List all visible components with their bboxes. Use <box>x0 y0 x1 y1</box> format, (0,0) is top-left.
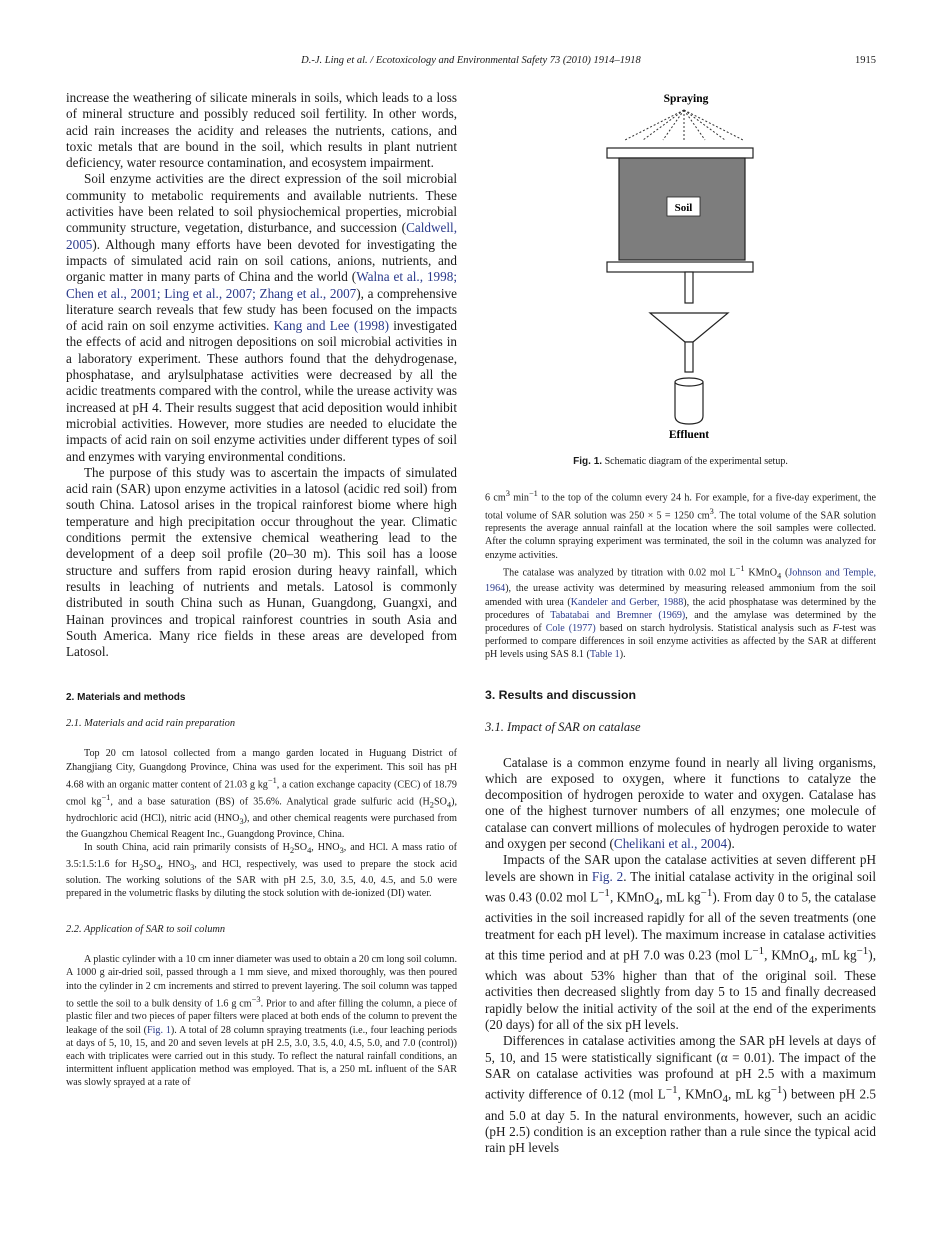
paragraph-soil-collection: Top 20 cm latosol collected from a mango garden located in Huguang District of Zhangjiang City, Guangdong Province, China was used for the experiment. This soil has pH 4.68 with an organic matter content of 21.03 g $kg^{-1}$, a cation exchange capacity (CEC) of 18.79 cmol $kg^{-1}$, and a base saturation (BS) of 35.6%. Analytical grade sulfuric acid $(H_2SO_4)$, hydrochloric acid (HCl), nitric acid $(HNO_3)$, and other chemical reagents were purchased from the Guangzhou Chemical Reagent Inc., Guangdong Province, China. <box>66 748 457 841</box>
paragraph-enzyme-analysis: The catalase was analyzed by titration with 0.02 mol $L^{-1}$ KMnO$_4$ (Johnson and Temple, 1964), the urease activity was determined by measuring released ammonium from the soil amended with urea (Kandeler and Gerber, 1988), the acid phosphatase was determined by the procedures of Tabatabai and Bremner (1969), and the amylase was determined by the procedures of Cole (1977) based on starch hydrolysis. Statistical analysis such as F-test was performed to compare differences in soil enzyme activities as affected by the SAR at different pH levels using SAS 8.1 (Table 1). <box>485 563 876 661</box>
label-spraying: Spraying <box>663 93 709 105</box>
ref-johnson-temple[interactable]: Johnson and Temple, 1964 <box>485 567 876 595</box>
ref-cole[interactable]: Cole (1977) <box>545 622 596 634</box>
paragraph-catalase-impacts: Impacts of the SAR upon the catalase activities at seven different pH levels are shown in Fig. 2. The initial catalase activity in the original soil was 0.43 (0.02 mol $L^{-1}$, KMnO$_4$, mL $kg^{-1}$). From day 0 to 5, the catalase activities in the soil increased rapidly for all of the seven treatments (one treatment for each pH level). The maximum increase in catalase activities at this time period and at pH 7.0 was 0.23 (mol $L^{-1}$, KMnO$_4$, mL $kg^{-1}$), which was about 53% higher than that of the original soil. These activities then decreased slightly from day 5 to 15 and finally decreased rapidly below the initial activity of the soil at the end of the experiments (20 days) for all of the six pH levels. <box>485 852 877 1033</box>
subsection-heading-2-1: 2.1. Materials and acid rain preparation <box>66 718 236 730</box>
funnel <box>650 313 728 342</box>
paragraph-spray-rate: 6 $cm^3$ $\min^{-1}$ to the top of the column every 24 h. For example, for a five-day experiment, the total volume of SAR solution was 250 × 5 = 1250 $cm^3$. The total volume of the SAR solution represents the average annual rainfall at the location where the soil samples were collected. After the column spraying experiment was terminated, the soil in the column was analyzed for enzyme activities. <box>485 489 877 561</box>
subsection-heading-2-2: 2.2. Application of SAR to soil column <box>66 924 226 936</box>
right-column <box>485 90 876 1156</box>
ref-fig-1[interactable]: Fig. 1 <box>146 1024 171 1036</box>
ref-tabatabai-bremner[interactable]: Tabatabai and Bremner (1969) <box>550 609 686 621</box>
paragraph-weathering: increase the weathering of silicate minerals in soils, which leads to a loss of mineral structure and possibly reduced soil fertility. In other words, acid rain increases the acidity and releases the nutrients, cations, and toxic metals that are bound in the soil, which results in plant nutrient deficiency, water resource contamination, and ecosystem impairment. <box>66 90 457 171</box>
section-heading-results: 3. Results and discussion <box>485 687 637 702</box>
page-number: 1915 <box>855 55 876 66</box>
ref-fig-2[interactable]: Fig. 2 <box>591 868 624 884</box>
paragraph-acid-rain-composition: In south China, acid rain primarily consists of $H_2SO_4$, $HNO_3$, and HCl. A mass ratio of 3.5:1.5:1.6 for $H_2SO_4$, $HNO_3$, and HCl, respectively, was used to prepare the stock acid solution. The working solutions of the SAR with pH 2.5, 3.0, 3.5, 4.0, 4.5, and 5.0 were prepared in the volumetric flasks by diluting the stock solution with de-ionized (DI) water. <box>66 842 457 899</box>
paragraph-purpose: The purpose of this study was to ascertain the impacts of simulated acid rain (SAR) upon enzyme activities in a latosol (acidic red soil) from south China. Latosol arises in the tropical rainforest biome where high temperature and high precipitation occur throughout the year. Climatic conditions permit the extensive chemical weathering lead to the development of a deep soil profile (20–30 m). This soil has a loose structure and suffers from rapid erosion during heavy rainfall, which results in leaching of nutrients and metals. Latosol is commonly distributed in south China such as Hunan, Guangdong, Guangxi, and Hainan provinces and tropical rainforest countries in south Asia and South America. Many rice fields in these areas are developed from Latosol. <box>66 464 457 660</box>
paragraph-catalase-intro: Catalase is a common enzyme found in nearly all living organisms, which are exposed to oxygen, where it functions to catalyze the decomposition of hydrogen peroxide to water and oxygen. Catalase has one of the highest turnover numbers of all enzymes; one molecule of catalase can convert millions of molecules of hydrogen peroxide to water and oxygen per second (Chelikani et al., 2004). <box>485 754 876 852</box>
section-heading-materials: 2. Materials and methods <box>66 692 186 704</box>
running-header <box>66 55 876 71</box>
top-filter-plate <box>607 148 753 158</box>
ref-chelikani[interactable]: Chelikani et al., 2004 <box>613 836 728 852</box>
spray-lines <box>625 110 743 140</box>
funnel-stem <box>685 342 693 372</box>
effluent-collector <box>675 383 703 424</box>
figure-1 <box>485 90 876 470</box>
label-effluent: Effluent <box>668 429 710 441</box>
ref-caldwell[interactable]: Caldwell, 2005 <box>66 220 457 252</box>
ref-table-1[interactable]: Table 1 <box>589 649 620 661</box>
figure-caption: Fig. 1. Schematic diagram of the experimental setup. <box>573 456 788 467</box>
paragraph-catalase-differences: Differences in catalase activities among the SAR pH levels at days of 5, 10, and 15 were statistically significant (α = 0.01). The impact of the SAR on catalase activities was profound at pH 2.5 with a maximum activity difference of 0.12 (mol $L^{-1}$, KMnO$_4$, mL $kg^{-1}$) between pH 2.5 and 5.0 at day 5. In the natural environments, however, such an acidic (pH 2.5) condition is an exception rather than a rule since the typical acid rain pH levels <box>485 1033 877 1156</box>
subsection-heading-3-1: 3.1. Impact of SAR on catalase <box>485 719 641 734</box>
running-title: D.-J. Ling et al. / Ecotoxicology and Environmental Safety 73 (2010) 1914–1918 <box>301 55 641 66</box>
left-column <box>66 90 457 1090</box>
ref-walna-chen-ling-zhang[interactable]: Walna et al., 1998; Chen et al., 2001; Ling et al., 2007; Zhang et al., 2007 <box>66 269 457 301</box>
label-soil: Soil <box>674 202 693 214</box>
paragraph-enzyme-activities: Soil enzyme activities are the direct expression of the soil microbial community to metabolic requirements and available nutrients. These activities have been related to soil physiochemical properties, microbial community structure, vegetation, disturbance, and succession (Caldwell, 2005). Although many efforts have been devoted for investigating the impacts of simulated acid rain on soil cations, anions, nutrients, and organic matter in many parts of China and the world (Walna et al., 1998; Chen et al., 2001; Ling et al., 2007; Zhang et al., 2007), a comprehensive literature search reveals that few study has been focused on the impacts of acid rain on soil enzyme activities. Kang and Lee (1998) investigated the effects of acid and nitrogen depositions on soil microbial activities in a laboratory experiment. These authors found that the dehydrogenase, phosphatase, and arylsulphatase activities were decreased by all the acidic treatments compared with the control, while the urease activity was increased at pH 4. Their results suggest that acid deposition would inhibit microbial activities. However, more studies are needed to elucidate the impacts of acid rain on soil enzyme activities under different types of soil and enzymes with varying environmental conditions. <box>66 171 457 464</box>
ref-kang-lee[interactable]: Kang and Lee (1998) <box>273 318 389 334</box>
bottom-filter-plate <box>607 262 753 272</box>
experimental-setup-diagram <box>485 90 876 450</box>
outlet-tube <box>685 272 693 303</box>
ref-kandeler-gerber[interactable]: Kandeler and Gerber, 1988 <box>570 596 684 608</box>
paragraph-soil-column: A plastic cylinder with a 10 cm inner diameter was used to obtain a 20 cm long soil column. A 1000 g air-dried soil, passed through a 1 mm sieve, and mixed thoroughly, was then poured into the cylinder in 2 cm increments and stirred to prevent layering. The soil column was tapped to settle the soil to a bulk density of 1.6 g $cm^{-3}$. Prior to and after filling the column, a piece of plastic filer and two pieces of paper filters were placed at both ends of the column to prevent the leakage of the soil (Fig. 1). A total of 28 column spraying treatments (i.e., four leaching periods at days of 5, 10, 15, and 20 and seven levels at pH 2.5, 3.0, 3.5, 4.0, 4.5, 5.0, and 7.0 (control)) each with triplicates were carried out in this study. To reflect the natural rainfall conditions, an intermittent influent application method was employed. That is, a 250 mL influent of the SAR was slowly sprayed at a rate of <box>66 954 457 1089</box>
